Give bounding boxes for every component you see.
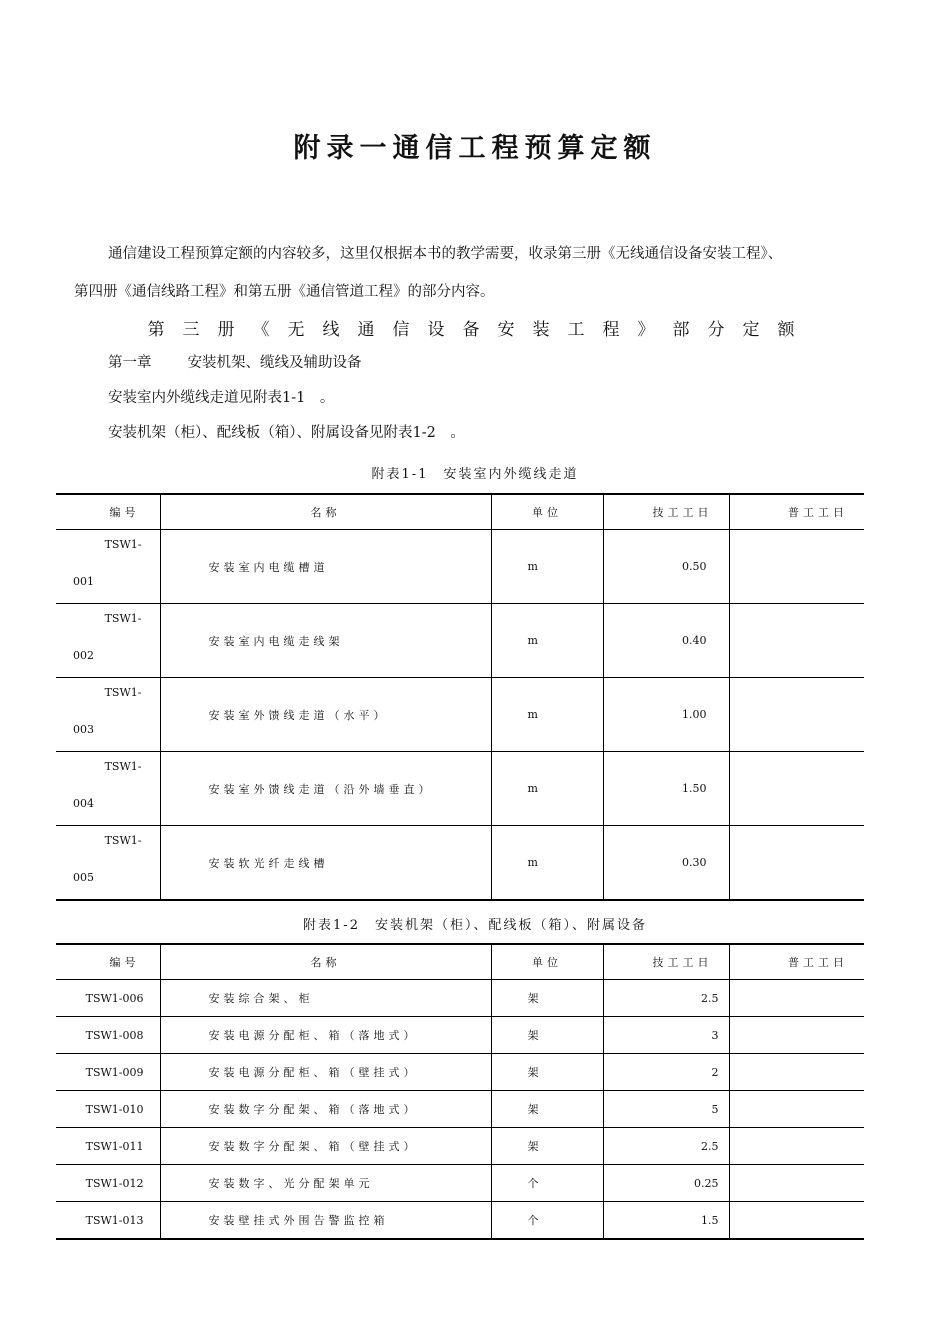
code-suffix: 002 [73, 649, 94, 662]
code-suffix: 003 [73, 723, 94, 736]
code-cell: TSW1-006 [56, 980, 160, 1017]
table-row [56, 1017, 864, 1054]
name-cell: 安装数字分配架、箱（壁挂式） [160, 1128, 491, 1165]
name-cell: 安装数字分配架、箱（落地式） [160, 1091, 491, 1128]
code-cell: TSW1-009 [56, 1054, 160, 1091]
name-cell: 安装综合架、柜 [160, 980, 491, 1017]
unit-cell: m [491, 678, 603, 752]
skilled-days-cell: 2.5 [603, 1128, 729, 1165]
code-cell [56, 678, 160, 752]
code-suffix: 001 [73, 575, 94, 588]
name-cell: 安装壁挂式外围告警监控箱 [160, 1202, 491, 1240]
header-general-days: 普工工日 [729, 494, 864, 530]
unit-cell: 架 [491, 1128, 603, 1165]
table-row [56, 1202, 864, 1240]
volume-heading: 第三册《无线通信设备安装工程》部分定额 [147, 320, 813, 340]
unit-cell: m [491, 826, 603, 901]
code-prefix: TSW1- [104, 538, 142, 551]
table1-caption: 附表1-1 安装室内外缆线走道 [371, 467, 579, 482]
code-cell [56, 752, 160, 826]
skilled-days-cell: 0.25 [603, 1165, 729, 1202]
table1-header-row [56, 494, 864, 530]
skilled-days-cell: 2.5 [603, 980, 729, 1017]
intro-paragraph-line2: 第四册《通信线路工程》和第五册《通信管道工程》的部分内容。 [74, 284, 495, 300]
header-name: 名称 [160, 494, 491, 530]
chapter-line [108, 351, 362, 372]
general-days-cell [729, 826, 864, 901]
code-cell: TSW1-008 [56, 1017, 160, 1054]
unit-cell: 架 [491, 980, 603, 1017]
name-cell: 安装电源分配柜、箱（落地式） [160, 1017, 491, 1054]
skilled-days-cell: 0.50 [603, 530, 729, 604]
table-row [56, 1091, 864, 1128]
header-unit: 单位 [491, 944, 603, 980]
header-unit: 单位 [491, 494, 603, 530]
header-code: 编号 [56, 494, 160, 530]
table1 [56, 493, 864, 901]
chapter-title: 安装机架、缆线及辅助设备 [187, 355, 362, 371]
general-days-cell [729, 530, 864, 604]
unit-cell: m [491, 604, 603, 678]
table-row [56, 530, 864, 604]
name-cell: 安装室外馈线走道（水平） [160, 678, 491, 752]
skilled-days-cell: 2 [603, 1054, 729, 1091]
table2-header-row [56, 944, 864, 980]
skilled-days-cell: 0.30 [603, 826, 729, 901]
table2-caption: 附表1-2 安装机架（柜）、配线板（箱）、附属设备 [303, 918, 647, 933]
skilled-days-cell: 1.00 [603, 678, 729, 752]
chapter-number: 第一章 [108, 355, 152, 371]
name-cell: 安装室内电缆走线架 [160, 604, 491, 678]
page-title: 附录一通信工程预算定额 [293, 133, 657, 164]
general-days-cell [729, 1165, 864, 1202]
general-days-cell [729, 752, 864, 826]
code-suffix: 005 [73, 871, 94, 884]
table-row [56, 604, 864, 678]
table-row [56, 826, 864, 901]
code-prefix: TSW1- [104, 760, 142, 773]
intro-paragraph-line1: 通信建设工程预算定额的内容较多，这里仅根据本书的教学需要，收录第三册《无线通信设备安装工程》、 [108, 246, 783, 262]
header-name: 名称 [160, 944, 491, 980]
header-code: 编号 [56, 944, 160, 980]
unit-cell: 架 [491, 1091, 603, 1128]
name-cell: 安装电源分配柜、箱（壁挂式） [160, 1054, 491, 1091]
unit-cell: 个 [491, 1165, 603, 1202]
skilled-days-cell: 3 [603, 1017, 729, 1054]
table-row [56, 752, 864, 826]
unit-cell: 架 [491, 1054, 603, 1091]
name-cell: 安装软光纤走线槽 [160, 826, 491, 901]
general-days-cell [729, 1091, 864, 1128]
general-days-cell [729, 980, 864, 1017]
code-cell: TSW1-013 [56, 1202, 160, 1240]
table-row [56, 1054, 864, 1091]
reference-table-2: 安装机架（柜）、配线板（箱）、附属设备见附表1-2 。 [108, 425, 465, 441]
general-days-cell [729, 604, 864, 678]
name-cell: 安装室内电缆槽道 [160, 530, 491, 604]
code-cell [56, 826, 160, 901]
unit-cell: 个 [491, 1202, 603, 1240]
code-cell [56, 604, 160, 678]
code-prefix: TSW1- [104, 612, 142, 625]
code-cell: TSW1-010 [56, 1091, 160, 1128]
code-cell: TSW1-011 [56, 1128, 160, 1165]
table-row [56, 980, 864, 1017]
table2 [56, 943, 864, 1240]
skilled-days-cell: 0.40 [603, 604, 729, 678]
header-general-days: 普工工日 [729, 944, 864, 980]
general-days-cell [729, 1017, 864, 1054]
header-skilled-days: 技工工日 [603, 944, 729, 980]
name-cell: 安装室外馈线走道（沿外墙垂直） [160, 752, 491, 826]
unit-cell: m [491, 752, 603, 826]
unit-cell: 架 [491, 1017, 603, 1054]
general-days-cell [729, 1128, 864, 1165]
skilled-days-cell: 5 [603, 1091, 729, 1128]
code-cell [56, 530, 160, 604]
code-suffix: 004 [73, 797, 94, 810]
general-days-cell [729, 678, 864, 752]
skilled-days-cell: 1.50 [603, 752, 729, 826]
reference-table-1: 安装室内外缆线走道见附表1-1 。 [108, 390, 335, 406]
skilled-days-cell: 1.5 [603, 1202, 729, 1240]
header-skilled-days: 技工工日 [603, 494, 729, 530]
name-cell: 安装数字、光分配架单元 [160, 1165, 491, 1202]
code-prefix: TSW1- [104, 686, 142, 699]
general-days-cell [729, 1202, 864, 1240]
table-row [56, 1165, 864, 1202]
table-row [56, 678, 864, 752]
table-row [56, 1128, 864, 1165]
code-cell: TSW1-012 [56, 1165, 160, 1202]
unit-cell: m [491, 530, 603, 604]
general-days-cell [729, 1054, 864, 1091]
code-prefix: TSW1- [104, 834, 142, 847]
